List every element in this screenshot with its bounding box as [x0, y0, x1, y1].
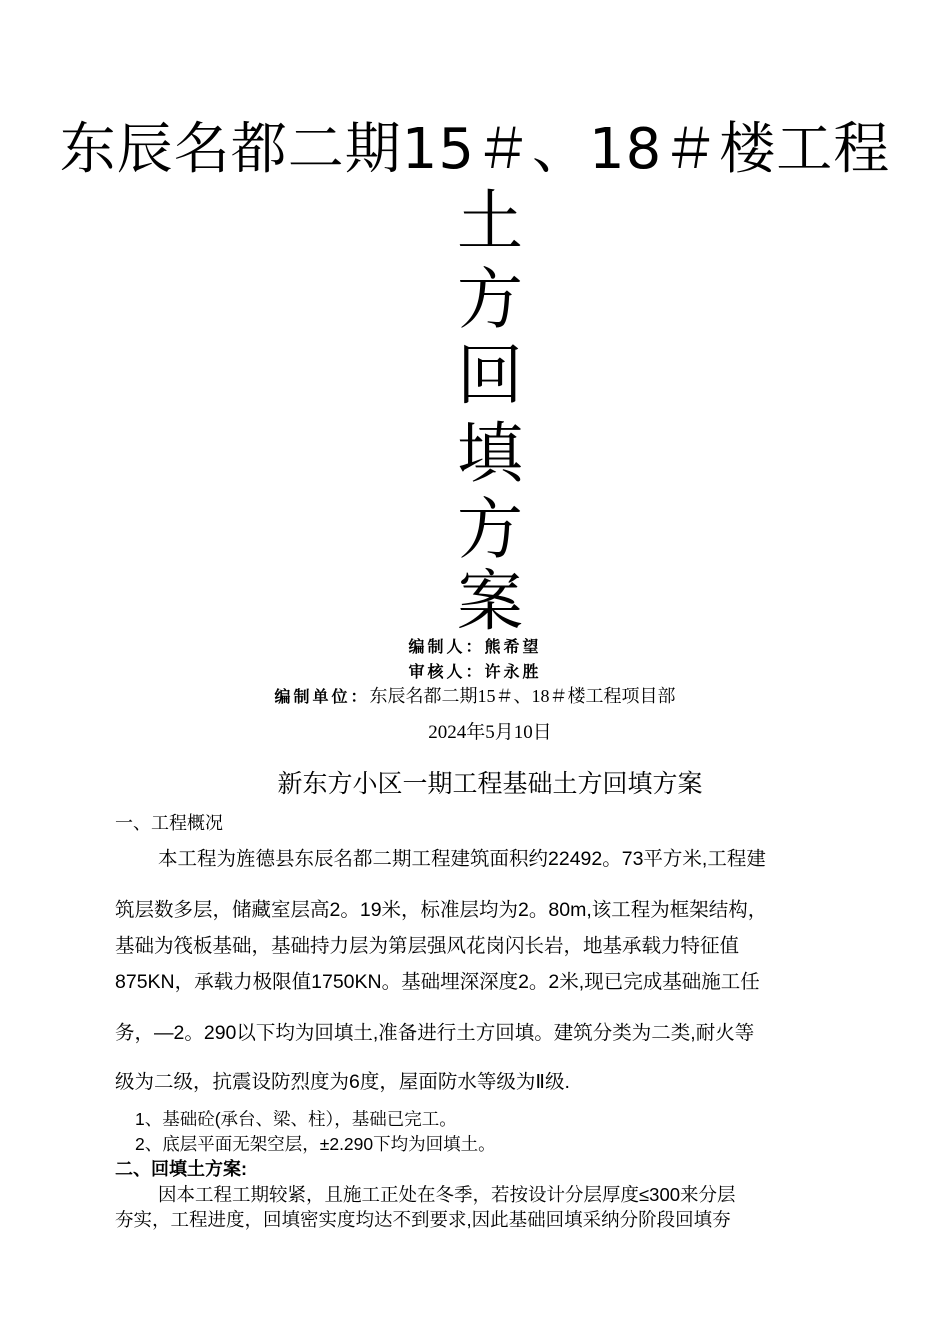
section2-line: 因本工程工期较紧，且施工正处在冬季，若按设计分层厚度≤300来分层 — [158, 1184, 736, 1205]
cover-vertical-char: 方 — [457, 261, 523, 338]
reviewer-name: 许永胜 — [484, 662, 542, 681]
section1-line: 本工程为旌德县东辰名都二期工程建筑面积约22492。73平方米,工程建 — [158, 848, 766, 870]
section1-line: 875KN，承载力极限值1750KN。基础埋深深度2。2米,现已完成基础施工任 — [115, 971, 760, 993]
cover-date: 2024年5月10日 — [428, 722, 552, 743]
compiler-label: 编制人： — [408, 637, 485, 656]
reviewer-label: 审核人： — [408, 662, 485, 681]
section2-heading: 二、回填土方案: — [115, 1159, 247, 1179]
cover-title: 东辰名都二期15＃、18＃楼工程 — [59, 117, 891, 182]
section1-list-item: 2、底层平面无架空层，±2.290下均为回填土。 — [135, 1134, 496, 1154]
section1-line: 务，—2。290以下均为回填土,准备进行土方回填。建筑分类为二类,耐火等 — [115, 1022, 755, 1044]
section1-line: 级为二级，抗震设防烈度为6度，屋面防水等级为Ⅱ级. — [115, 1071, 570, 1093]
unit-label: 编制单位： — [274, 687, 370, 706]
compiler-line — [0, 636, 950, 658]
document-title: 新东方小区一期工程基础土方回填方案 — [277, 770, 703, 798]
section2-line: 夯实，工程进度，回填密实度均达不到要求,因此基础回填采纳分阶段回填夯 — [115, 1209, 731, 1230]
reviewer-line — [0, 661, 950, 683]
cover-vertical-char: 方 — [457, 491, 523, 568]
cover-vertical-char: 土 — [457, 183, 523, 260]
cover-vertical-char: 回 — [457, 337, 523, 414]
section1-line: 筑层数多层，储藏室层高2。19米，标准层均为2。80m,该工程为框架结构， — [115, 899, 768, 921]
unit-line — [0, 685, 950, 708]
section1-line: 基础为筏板基础，基础持力层为第层强风花岗闪长岩，地基承载力特征值 — [115, 935, 740, 957]
cover-vertical-char: 案 — [457, 563, 523, 640]
section1-heading: 一、工程概况 — [115, 813, 223, 833]
section1-list-item: 1、基础砼(承台、梁、柱），基础已完工。 — [135, 1109, 457, 1129]
cover-vertical-char: 填 — [457, 415, 523, 492]
unit-name: 东辰名都二期15＃、18＃楼工程项目部 — [369, 686, 676, 706]
compiler-name: 熊希望 — [484, 637, 542, 656]
